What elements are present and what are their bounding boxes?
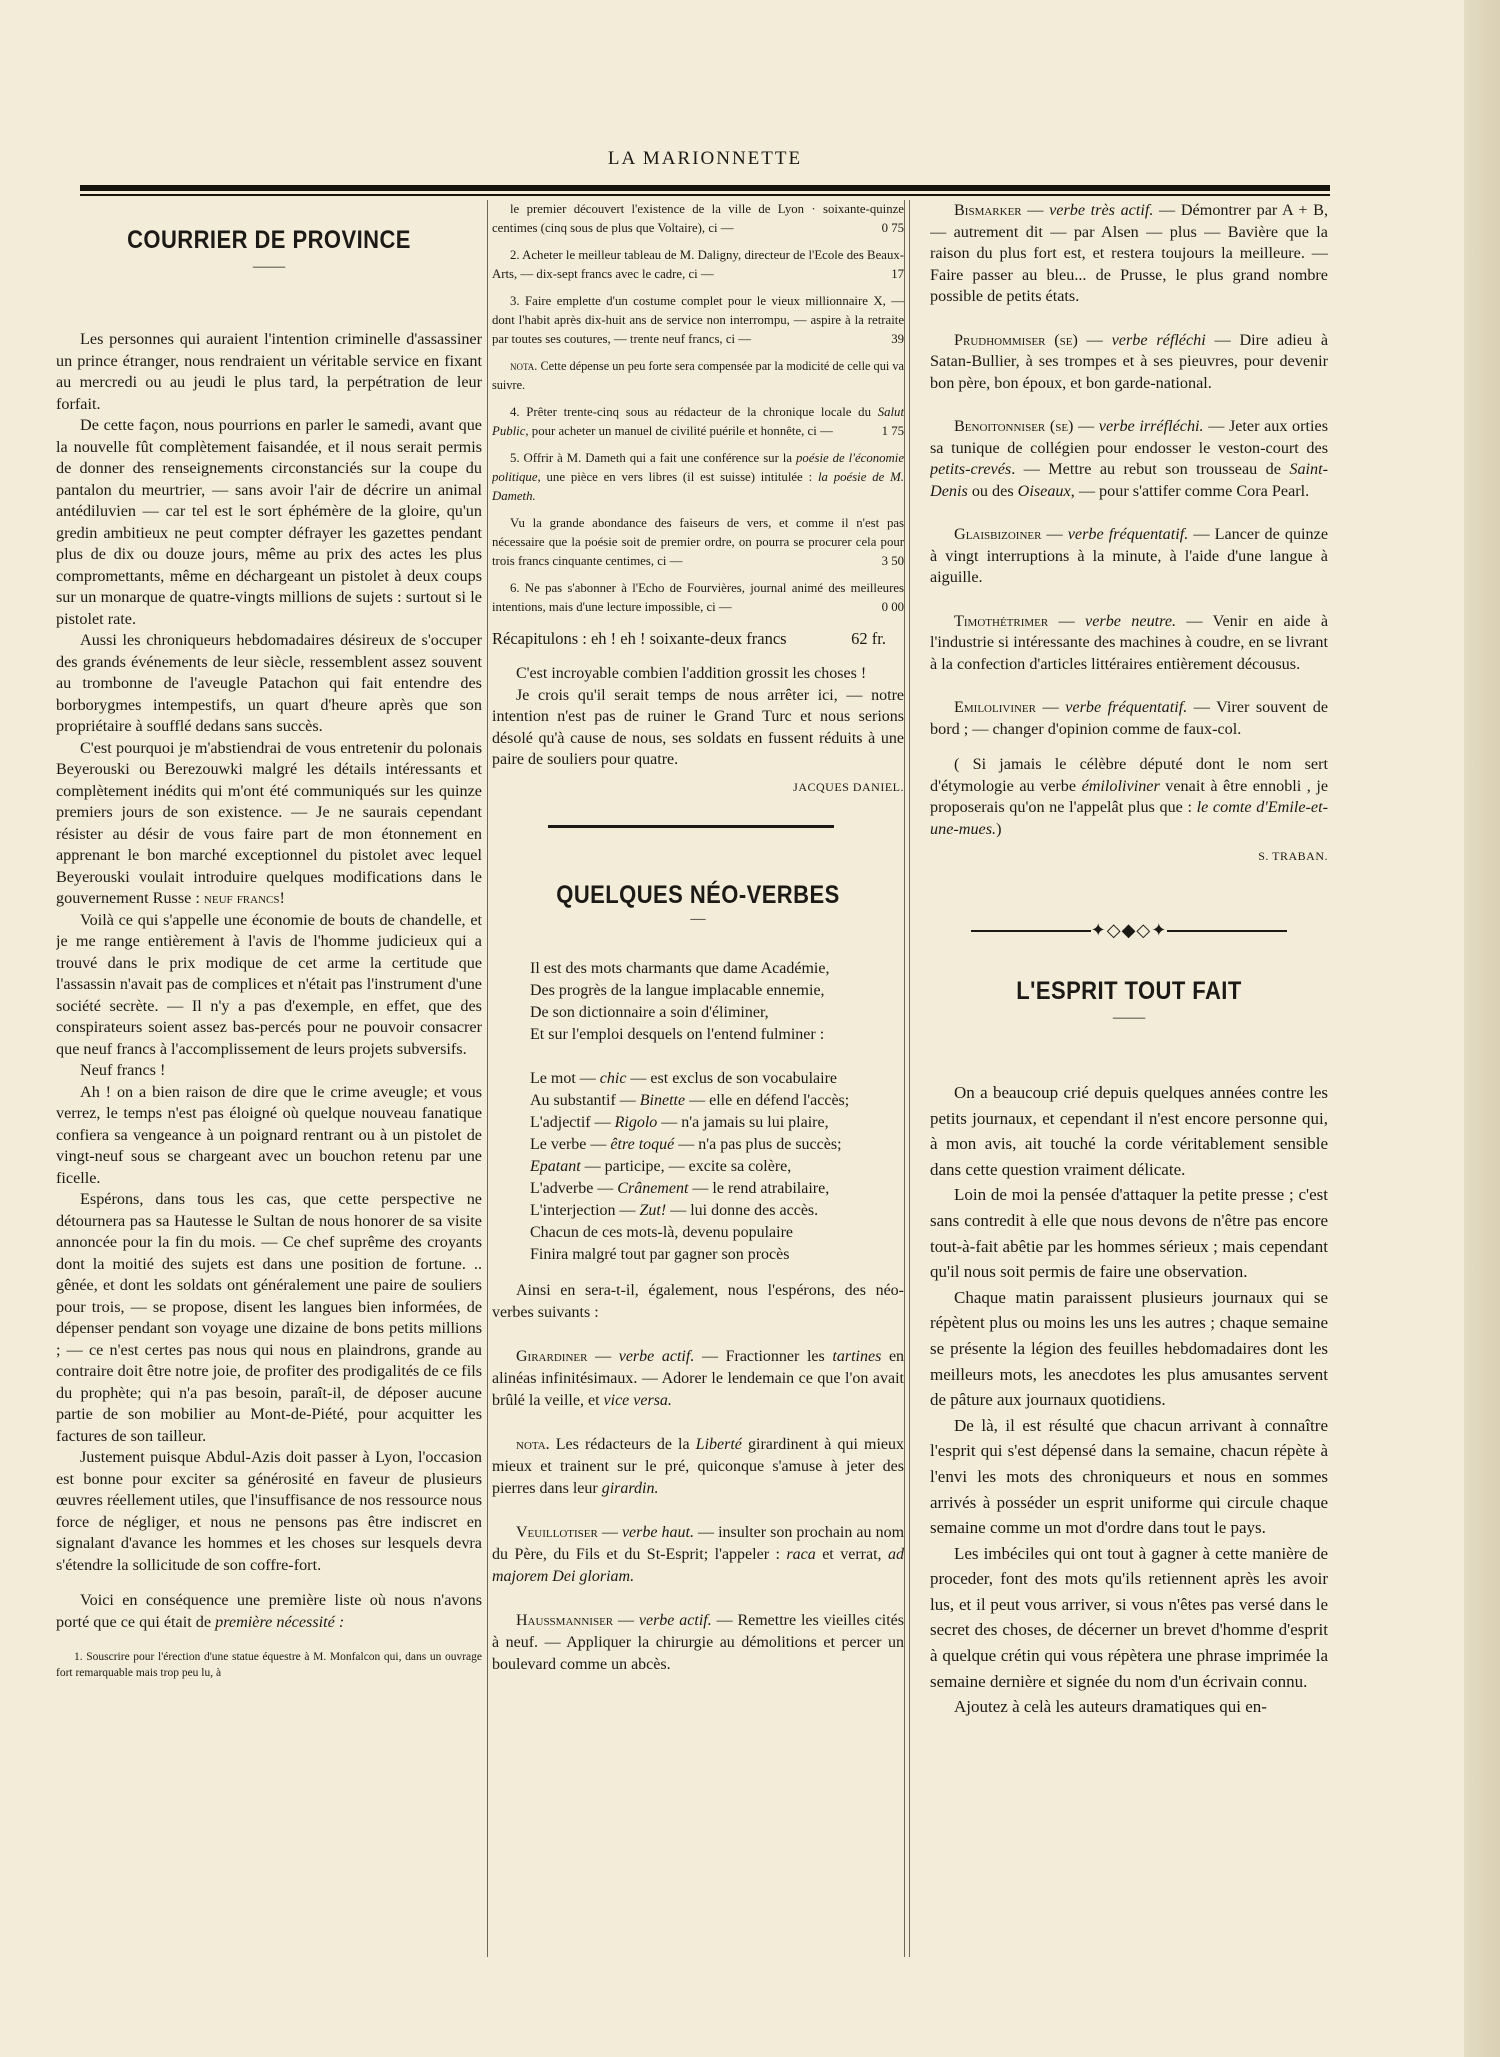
paragraph: Ajoutez à celà les auteurs dramatiques qui en- bbox=[954, 1697, 1267, 1717]
paragraph: C'est incroyable combien l'addition grossit les choses ! bbox=[516, 665, 867, 683]
neo-verbes bbox=[492, 1280, 904, 1676]
column-divider bbox=[487, 200, 488, 1957]
column-divider bbox=[904, 200, 905, 1957]
paragraph: Ainsi en sera-t-il, également, nous l'espérons, des néo-verbes suivants : bbox=[492, 1281, 904, 1321]
paragraph: On a beaucoup crié depuis quelques années contre les petits journaux, et cependant il n'est encore personne qui, à mon avis, ait touché la corde véritablement sensible dans cette question vraiment délicate. bbox=[930, 1083, 1328, 1179]
header-rule-thin bbox=[80, 194, 1330, 196]
poem: Il est des mots charmants que dame Académie, Des progrès de la langue implacable ennemie, De son dictionnaire a soin d'éliminer, Et sur l'emploi desquels on l'entend fulminer : Le mot — chic — est exclus de son vocabulaire Au substantif — Binette — elle en défend l'accès; L'adjectif — Rigolo — n'a jamais su lui plaire, Le verbe — être toqué — n'a pas plus de succès; Epatant — participe, — excite sa colère, L'adverbe — Crânement — le rend atrabilaire, L'interjection — Zut! — lui donne des accès. Chacun de ces mots-là, devenu populaire Finira malgré tout par gagner son procès bbox=[530, 959, 850, 1263]
paragraph: Loin de moi la pensée d'attaquer la petite presse ; c'est sans contredit à elle que nous devons de n'être pas encore tout-à-fait abêtie par les hommes sérieux ; mais cependant qu'il nous soit permis de faire une observation. bbox=[930, 1185, 1328, 1282]
note: ( Si jamais le célèbre député dont le nom sert d'étymologie au verbe émiloliviner venait à être ennobli , je proposerais qu'on ne l'appelât plus que : le comte d'Emile-et-une-mues.) bbox=[930, 755, 1328, 838]
definition: Haussmanniser — verbe actif. — Remettre les vieilles cités à neuf. — Appliquer la chirurgie au démolitions et percer un boulevard comme un abcès. bbox=[492, 1611, 904, 1673]
paragraph: Espérons, dans tous les cas, que cette perspective ne détournera pas sa Hautesse le Sultan de nous honorer de sa visite annoncée pour la fin du mois. — Ce chef suprême des croyants dont la moitié des sujets est dans une position de fortune. .. gênée, et dont les soldats ont généralement une paire de souliers pour trois, — se propose, disent les langues bien informées, de dépenser pendant son voyage une dizaine de bons petits millions ; — ce n'est certes pas nous qui nous en plaindrons, grande au contraire doit être notre joie, de profiter des prodigalités de ce fils du prophète; qui n'a pas besoin, paraît-il, de déposer aucune partie de son mobilier au Mont-de-Piété, pour acquitter les factures de son tailleur. bbox=[56, 1190, 482, 1445]
expense-list bbox=[492, 200, 904, 617]
column-courrier bbox=[56, 200, 482, 1979]
list-item: 6. Ne pas s'abonner à l'Echo de Fourvières, journal animé des meilleures intentions, mais d'une lecture impossible, ci — 0 00 bbox=[492, 581, 904, 614]
column-divider bbox=[909, 200, 910, 1957]
definition: Bismarker — verbe très actif. — Démontrer par A + B, — autrement dit — par Alsen — plus — Bavière que la raison du plus fort est, et restera toujours la meilleure. — Faire passer au bleu... de Prusse, le plus grand nombre possible de petits états. bbox=[930, 201, 1328, 305]
heading-dash: —— bbox=[252, 256, 286, 275]
list-item: 2. Acheter le meilleur tableau de M. Daligny, directeur de l'Ecole des Beaux-Arts, — dix-sept francs avec le cadre, ci — 17 bbox=[492, 248, 904, 281]
paragraph: Ah ! on a bien raison de dire que le crime aveugle; et vous verrez, le temps n'est pas éloigné où quelque nouveau fanatique confiera sa vengeance à un poignard rentrant ou à un pistolet de vingt-neuf sous se chargeant avec un bouchon retenu par une ficelle. bbox=[56, 1082, 482, 1187]
paragraph: Les personnes qui auraient l'intention criminelle d'assassiner un prince étranger, nous rendraient un véritable service en fixant au mercredi ou au jeudi le plus tard, la perpétration de leur forfait. bbox=[56, 330, 482, 413]
footnote: 1. Souscrire pour l'érection d'une statue équestre à M. Monfalcon qui, dans un ouvrage fort remarquable mais trop peu lu, à bbox=[56, 1651, 482, 1679]
article-esprit bbox=[930, 1080, 1328, 1720]
column-right bbox=[930, 200, 1328, 1979]
signature: S. TRABAN. bbox=[1258, 849, 1328, 863]
paragraph: Neuf francs ! bbox=[80, 1061, 166, 1079]
signature: JACQUES DANIEL. bbox=[793, 779, 904, 794]
paragraph: Je crois qu'il serait temps de nous arrêter ici, — notre intention n'est pas de ruiner le Grand Turc et nous serions désolé qu'à cause de nous, ses soldats en fussent réduits à une paire de souliers pour quatre. bbox=[492, 686, 904, 769]
list-item: le premier découvert l'existence de la ville de Lyon · soixante-quinze centimes (cinq sous de plus que Voltaire), ci — 0 75 bbox=[492, 202, 904, 235]
paragraph: C'est pourquoi je m'abstiendrai de vous entretenir du polonais Beyerouski ou Berezouwki malgré les détails intéressants et complètement inédits qui m'ont été communiqués sur les quinze premiers jours de son existence. — Je ne saurais cependant résister au désir de vous faire part de mon étonnement en apprenant le bon marché exceptionnel du pistolet avec lequel Beyerouski voulait introduire quelques modifications dans le gouvernement Russe : neuf francs! bbox=[56, 738, 482, 907]
column-middle bbox=[492, 200, 904, 1979]
paragraph: Voilà ce qui s'appelle une économie de bouts de chandelle, et je me range entièrement à l'avis de l'homme judicieux qui a trouvé dans le prix modique de cet arme la certitude que l'assassin n'avait pas de complices et n'était pas l'instrument d'une société secrète. — Il n'y a pas d'exemple, en effet, que des conspirateurs soient assez bas-percés pour ne pouvoir consacrer que neuf francs à l'accomplissement de leurs projets subversifs. bbox=[56, 910, 482, 1058]
heading-dash: — bbox=[690, 910, 706, 928]
list-item: Vu la grande abondance des faiseurs de vers, et comme il n'est pas nécessaire que la poésie soit de premier ordre, on pourra se procurer cela pour trois francs cinquante centimes, ci — 3 50 bbox=[492, 516, 904, 568]
definition: Glaisbizoiner — verbe fréquentatif. — Lancer de quinze à vingt interruptions à la minute, à l'aide d'une langue à aiguille. bbox=[930, 525, 1328, 586]
definition: Girardiner — verbe actif. — Fractionner les tartines en alinéas infinitésimaux. — Adorer le lendemain ce que l'on avait brûlé la veille, et vice versa. bbox=[492, 1347, 904, 1409]
definition: Emiloliviner — verbe fréquentatif. — Virer souvent de bord ; — changer d'opinion comme de faux-col. bbox=[930, 698, 1328, 738]
section-heading: COURRIER DE PROVINCE bbox=[127, 226, 411, 254]
note: nota. Les rédacteurs de la Liberté girardinent à qui mieux mieux et trainent sur le pré, quiconque s'amuse à jeter des pierres dans leur girardin. bbox=[492, 1435, 904, 1497]
list-item: 3. Faire emplette d'un costume complet pour le vieux millionnaire X, — dont l'habit après dix-huit ans de service non interrompu, — aspire à la retraite par toutes ses coutures, — trente neuf francs, ci — 39 bbox=[492, 294, 904, 346]
definition: Prudhommiser (se) — verbe réfléchi — Dire adieu à Satan-Bullier, à ses trompes et à ses pieuvres, pour devenir bon père, bon époux, et bon garde-national. bbox=[930, 330, 1328, 392]
recap-line: Récapitulons : eh ! eh ! soixante-deux francs 62 fr. bbox=[492, 629, 886, 648]
list-item: 5. Offrir à M. Dameth qui a fait une conférence sur la poésie de l'économie politique, une pièce en vers libres (il est suisse) intitulée : la poésie de M. Dameth. bbox=[492, 451, 904, 503]
paragraph: Voici en conséquence une première liste où nous n'avons porté que ce qui était de première nécessité : bbox=[56, 1591, 482, 1631]
paragraph: Aussi les chroniqueurs hebdomadaires désireux de s'occuper des grands événements de leur siècle, ressemblent assez souvent au trombonne de l'aveugle Patachon qui fait entendre des borborygmes intempestifs, un quart d'heure après que son propriétaire à soufflé dedans sans succès. bbox=[56, 631, 482, 735]
definition: Timothétrimer — verbe neutre. — Venir en aide à l'industrie si intéressante des machines à coudre, en se livrant à la confection d'articles littéraires entièrement décousus. bbox=[930, 611, 1328, 673]
definition: Benoitonniser (se) — verbe irréfléchi. — Jeter aux orties sa tunique de collégien pour endosser le veston-court des petits-crevés. — Mettre au rebut son trousseau de Saint-Denis ou des Oiseaux, — pour s'attifer comme Cora Pearl. bbox=[930, 417, 1328, 500]
section-heading: L'ESPRIT TOUT FAIT bbox=[1016, 977, 1242, 1005]
list-item: 4. Prêter trente-cinq sous au rédacteur de la chronique locale du Salut Public, pour acheter un manuel de civilité puérile et honnête, ci — 1 75 bbox=[492, 405, 904, 438]
list-note: nota. Cette dépense un peu forte sera compensée par la modicité de celle qui va suivre. bbox=[492, 359, 904, 392]
paragraph: Les imbéciles qui ont tout à gagner à cette manière de proceder, font des mots qu'ils retiennent après les avoir lus, et il peut vous arriver, si vous n'êtes pas versé dans le secret des choses, de décerner un brevet d'homme d'esprit à quelque crétin qui vous répètera une phrase imprimée la semaine dernière et signée du nom d'un écrivain connu. bbox=[930, 1543, 1328, 1691]
section-rule bbox=[548, 825, 834, 828]
paragraph: De là, il est résulté que chacun arrivant à connaître l'esprit qui s'est dépensé dans la semaine, chacun répète à l'envi les mots des chroniqueurs et nous en sommes arrivés à posséder un esprit uniforme qui circule chaque semaine comme un mot d'ordre dans tout le pays. bbox=[930, 1415, 1328, 1538]
paragraph: Justement puisque Abdul-Azis doit passer à Lyon, l'occasion est bonne pour exciter sa générosité en faveur de plusieurs œuvres réellement utiles, que l'insuffisance de nos ressource nous force de négliger, et nous ne pensons pas être indiscret en signalant d'avance les hommes et les choses sur lesquels devra s'étendre la sollicitude de son coffre-fort. bbox=[56, 1448, 482, 1574]
ornament-divider: ✦◇◆◇✦ bbox=[930, 920, 1328, 942]
page-edge bbox=[1464, 0, 1500, 2057]
masthead: LA MARIONNETTE bbox=[607, 148, 803, 169]
paragraph: Chaque matin paraissent plusieurs journaux qui se répètent plus ou moins les uns les autres ; chaque semaine se présente la légion des feuilles hebdomadaires dont les meilleurs mots, les anecdotes les plus amusantes servent de pâture aux journaux quotidiens. bbox=[930, 1287, 1328, 1410]
heading-dash: —— bbox=[1112, 1007, 1146, 1026]
definition: Veuillotiser — verbe haut. — insulter son prochain au nom du Père, du Fils et du St-Esprit; l'appeler : raca et verrat, ad majorem Dei gloriam. bbox=[492, 1523, 904, 1585]
paragraph: De cette façon, nous pourrions en parler le samedi, avant que la nouvelle fût complètement faisandée, et il nous serait permis de donner des renseignements circonstanciés sur la coupe du pantalon du meurtrier, — sans avoir l'air de décrire un animal antédiluvien — car tel est le sort éphémère de la gloire, qu'un gredin ambitieux ne peut compter défrayer les gazettes pendant plus de dix ou douze jours, même au prix des actes les plus compromettants, même en déchargeant un pistolet à deux coups sur un monarque de quatre-vingts millions de sujets : surtout si le pistolet rate. bbox=[56, 416, 482, 628]
header-rule bbox=[80, 185, 1330, 191]
section-heading: QUELQUES NÉO-VERBES bbox=[556, 881, 840, 910]
